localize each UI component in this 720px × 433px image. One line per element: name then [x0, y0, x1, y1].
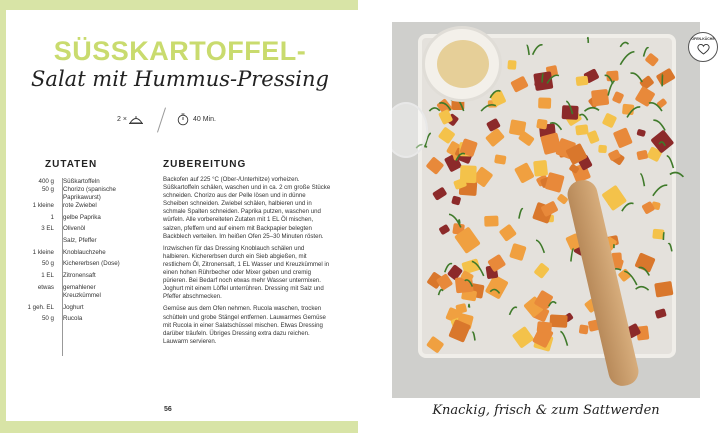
- dressing-jar: [422, 26, 502, 102]
- ingredient-quantity: 1 geh. EL: [27, 303, 54, 311]
- prep-paragraph-3: Gemüse aus dem Ofen nehmen. Rucola waschen, trocken schütteln und grobe Stängel entfernen. Lauwarmes Gemüse mit Rucola in einer Salatschüssel mischen. Etwas Dressing darüber träufeln. Übriges Dressing extra dazu reichen. Lauwarm servieren.: [163, 305, 326, 345]
- ingredient-name: gemahlener: [63, 283, 96, 291]
- ingredient-name: Kichererbsen (Dose): [63, 260, 120, 268]
- rucola-leaf: [663, 233, 664, 240]
- ingredient-name: Olivenöl: [63, 225, 86, 233]
- green-band-top: [0, 0, 358, 10]
- recipe-subtitle: Salat mit Hummus-Pressing: [31, 67, 329, 91]
- green-band-bottom: [0, 421, 358, 433]
- food-piece: [484, 216, 498, 227]
- food-piece: [575, 124, 589, 135]
- oven-kitchen-badge: [688, 32, 718, 62]
- rucola-leaf: [469, 304, 470, 307]
- ingredient-quantity: 50 g: [41, 260, 54, 268]
- ingredient-quantity: etwas: [37, 283, 54, 291]
- food-piece: [533, 160, 548, 177]
- ingredient-row: [26, 315, 136, 323]
- ingredient-name: Paprikawurst): [63, 194, 101, 201]
- prep-paragraph-2: Inzwischen für das Dressing Knoblauch schälen und halbieren. Kichererbsen durch ein Sieb abgießen, mit restlichem Öl, Zitronensaft, 1 EL Wasser und Kreuzkümmel in einen hohen Rührbecher oder Mixer geben und cremig pürieren. Bei Bedarf noch etwas mehr Wasser untermixen. Joghurt mit einem Löffel unterrühren. Dressing mit Salz und Pfeffer abschmecken.: [163, 244, 330, 301]
- ingredient-row: [26, 225, 136, 233]
- ingredient-row: [26, 284, 136, 292]
- ingredient-quantity: 1 EL: [41, 272, 54, 280]
- ingredient-quantity: 50 g: [41, 315, 54, 323]
- ingredient-quantity: [26, 194, 58, 202]
- food-piece: [507, 60, 516, 70]
- food-piece: [652, 229, 664, 240]
- ingredient-name: Süßkartoffeln: [63, 178, 100, 185]
- ingredient-name: Rucola: [63, 315, 83, 323]
- cloche-icon: [129, 115, 143, 125]
- food-piece: [538, 97, 551, 108]
- ingredient-quantity: 1: [50, 213, 54, 221]
- cooking-time: 40 Min.: [193, 116, 216, 123]
- rucola-leaf: [588, 38, 589, 43]
- recipe-title: SÜSSKARTOFFEL-: [53, 36, 307, 66]
- ingredient-name: Chorizo (spanische: [63, 186, 116, 193]
- ingredient-row: [26, 214, 136, 222]
- ingredient-row: [26, 249, 136, 257]
- ingredient-row: [26, 202, 136, 210]
- photo-caption: Knackig, frisch & zum Sattwerden: [432, 403, 660, 418]
- ingredient-quantity: 50 g: [41, 186, 54, 193]
- food-piece: [494, 154, 507, 164]
- ingredient-row: [26, 260, 136, 268]
- meta-divider: [157, 107, 166, 132]
- ingredient-row: [26, 186, 136, 194]
- ingredient-name: Zitronensaft: [63, 272, 96, 280]
- page-number: 56: [164, 406, 172, 413]
- timer-icon: [177, 113, 189, 126]
- ingredient-quantity: 1 kleine: [32, 202, 54, 209]
- ingredient-quantity: 1 kleine: [32, 248, 54, 256]
- food-piece: [598, 145, 607, 153]
- servings: 2 ×: [117, 116, 127, 123]
- food-photo: [392, 22, 700, 398]
- food-piece: [654, 281, 673, 298]
- ingredient-name: Salz, Pfeffer: [63, 237, 97, 245]
- ingredient-row: [26, 292, 136, 300]
- heart-icon: [697, 43, 710, 55]
- ingredient-quantity: [26, 237, 58, 245]
- ingredients-list: [26, 178, 136, 323]
- food-piece: [591, 89, 609, 107]
- ingredient-quantity: 3 EL: [41, 225, 54, 233]
- ingredient-name: Joghurt: [63, 303, 84, 311]
- ingredient-row: [26, 194, 136, 202]
- ingredient-row: [26, 178, 136, 186]
- hummus-dressing: [437, 40, 489, 88]
- food-piece: [537, 321, 553, 333]
- ingredient-quantity: 400 g: [38, 178, 54, 185]
- ingredient-quantity: [26, 292, 58, 300]
- ingredient-name: Knoblauchzehe: [63, 248, 106, 256]
- food-piece: [579, 324, 589, 334]
- preparation-text: [163, 176, 331, 350]
- ingredients-heading: ZUTATEN: [45, 159, 98, 170]
- ingredient-name: rote Zwiebel: [63, 202, 97, 209]
- ingredient-row: [26, 272, 136, 280]
- rucola-leaf: [542, 74, 543, 83]
- ingredient-name: gelbe Paprika: [63, 213, 101, 221]
- ingredient-name: Kreuzkümmel: [63, 291, 101, 299]
- prep-paragraph-1: Backofen auf 225 °C (Ober-/Unterhitze) vorheizen. Süßkartoffeln schälen, waschen und in ca. 2 cm große Stücke schneiden. Chorizo aus der Pelle lösen und in dünne Scheiben schneiden. Zwiebel schälen, halbieren und in schmale Spalten schneiden. Paprika putzen, waschen und würfeln. Alle vorbereiteten Zutaten mit 1 EL Öl mischen, salzen, pfeffern und auf einem mit Backpapier belegten Backblech verteilen. Im heißen Ofen 25–30 Minuten rösten.: [163, 176, 331, 240]
- food-piece: [576, 76, 589, 86]
- food-piece: [549, 314, 567, 327]
- recipe-meta: [0, 113, 360, 129]
- preparation-heading: ZUBEREITUNG: [163, 159, 247, 170]
- ingredient-row: [26, 304, 136, 312]
- ingredient-row: [26, 237, 136, 245]
- badge-label: OFEN-KÜCHE: [691, 37, 715, 41]
- food-piece: [536, 119, 548, 130]
